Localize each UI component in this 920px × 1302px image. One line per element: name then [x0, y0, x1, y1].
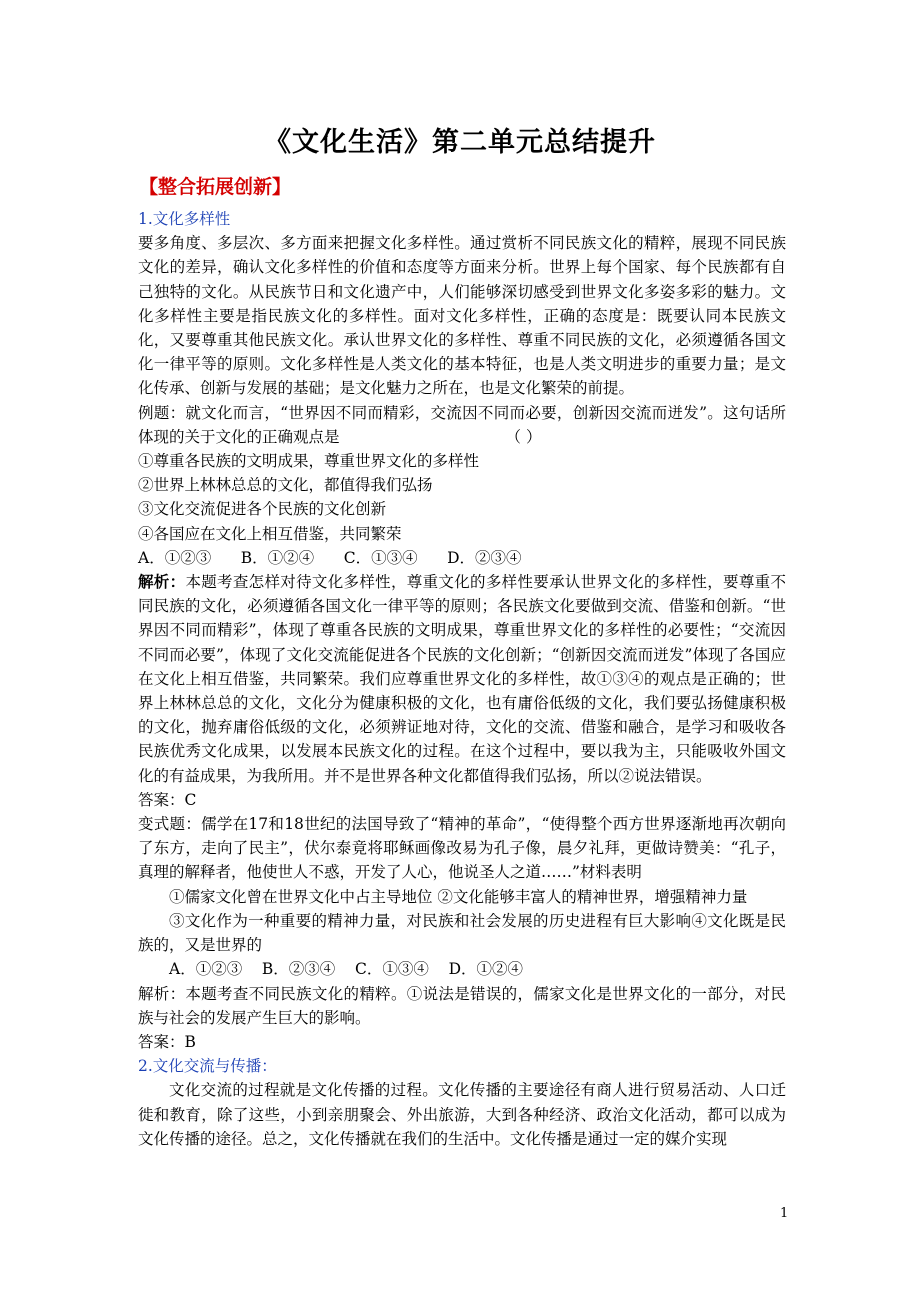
variant-analysis: 解析：本题考查不同民族文化的精粹。①说法是错误的，儒家文化是世界文化的一部分，对民族与社会的发展产生巨大的影响。: [138, 984, 786, 1027]
page-number: 1: [780, 1206, 789, 1221]
paragraph-diversity: 要多角度、多层次、多方面来把握文化多样性。通过赏析不同民族文化的精粹，展现不同民族文化的差异，确认文化多样性的价值和态度等方面来分析。世界上每个国家、每个民族都有自己独特的文化。从民族节日和文化遗产中，人们能够深切感受到世界文化多姿多彩的魅力。文化多样性主要是指民族文化的多样性。面对文化多样性，正确的态度是：既要认同本民族文化，又要尊重其他民族文化。承认世界文化的多样性、尊重不同民族的文化，必须遵循各国文化一律平等的原则。文化多样性是人类文化的基本特征，也是人类文明进步的重要力量；是文化传承、创新与发展的基础；是文化魅力之所在，也是文化繁荣的前提。: [138, 234, 786, 398]
example-text: 就文化而言，“世界因不同而精彩，交流因不同而必要，创新因交流而迸发”。这句话所体现的关于文化的正确观点是: [138, 403, 786, 446]
example-item: ②世界上林林总总的文化，都值得我们弘扬: [138, 476, 433, 495]
example-item: ①尊重各民族的文明成果，尊重世界文化的多样性: [138, 452, 480, 471]
analysis: [138, 570, 786, 788]
example-question: [138, 401, 786, 449]
variant-item-1: ①儒家文化曾在世界文化中占主导地位 ②文化能够丰富人的精神世界，增强精神力量: [169, 887, 748, 906]
answer-paren: （ ）: [505, 427, 542, 446]
answer-2: 答案：B: [138, 1032, 196, 1051]
example-label: 例题：: [138, 403, 186, 422]
section-heading: 【整合拓展创新】: [139, 176, 292, 198]
heading-cultural-exchange: 2.文化交流与传播：: [138, 1057, 277, 1076]
paragraph-exchange: 文化交流的过程就是文化传播的过程。文化传播的主要途径有商人进行贸易活动、人口迁徙和教育，除了这些，小到亲朋聚会、外出旅游，大到各种经济、政治文化活动，都可以成为文化传播的途径。总之，文化传播就在我们的生活中。文化传播是通过一定的媒介实现: [138, 1081, 786, 1148]
answer-1: 答案：C: [138, 790, 197, 809]
example-options: A．①②③ B．①②④ C．①③④ D．②③④: [138, 548, 522, 567]
heading-cultural-diversity: 1.文化多样性: [138, 210, 231, 228]
document-body: [138, 207, 786, 1151]
example-item: ③文化交流促进各个民族的文化创新: [138, 500, 387, 519]
variant-item-2: ③文化作为一种重要的精神力量，对民族和社会发展的历史进程有巨大影响④文化既是民族的，又是世界的: [138, 911, 786, 955]
variant-question: 变式题：儒学在17和18世纪的法国导致了“精神的革命”，“使得整个西方世界逐渐地再次朝向了东方，走向了民主”，伏尔泰竟将耶稣画像改易为孔子像，晨夕礼拜，更做诗赞美：“孔子，真理的解释者，他使世人不惑，开发了人心，他说圣人之道……”材料表明: [138, 815, 786, 882]
analysis-label: 解析：: [138, 572, 186, 592]
variant-options: A．①②③ B．②③④ C．①③④ D．①②④: [169, 960, 523, 979]
example-item: ④各国应在文化上相互借鉴，共同繁荣: [138, 524, 402, 543]
page-title: 《文化生活》第二单元总结提升: [264, 127, 656, 158]
analysis-text: 本题考查怎样对待文化多样性，尊重文化的多样性要承认世界文化的多样性，要尊重不同民族的文化，必须遵循各国文化一律平等的原则；各民族文化要做到交流、借鉴和创新。“世界因不同而精彩”，体现了尊重各民族的文明成果，尊重世界文化的多样性的必要性；“交流因不同而必要”，体现了文化交流能促进各个民族的文化创新；“创新因交流而迸发”体现了各国应在文化上相互借鉴，共同繁荣。我们应尊重世界文化的多样性，故①③④的观点是正确的；世界上林林总总的文化，文化分为健康积极的文化，也有庸俗低级的文化，我们要弘扬健康积极的文化，抛弃庸俗低级的文化，必须辨证地对待，文化的交流、借鉴和融合，是学习和吸收各民族优秀文化成果，以发展本民族文化的过程。在这个过程中，要以我为主，只能吸收外国文化的有益成果，为我所用。并不是世界各种文化都值得我们弘扬，所以②说法错误。: [138, 573, 786, 785]
